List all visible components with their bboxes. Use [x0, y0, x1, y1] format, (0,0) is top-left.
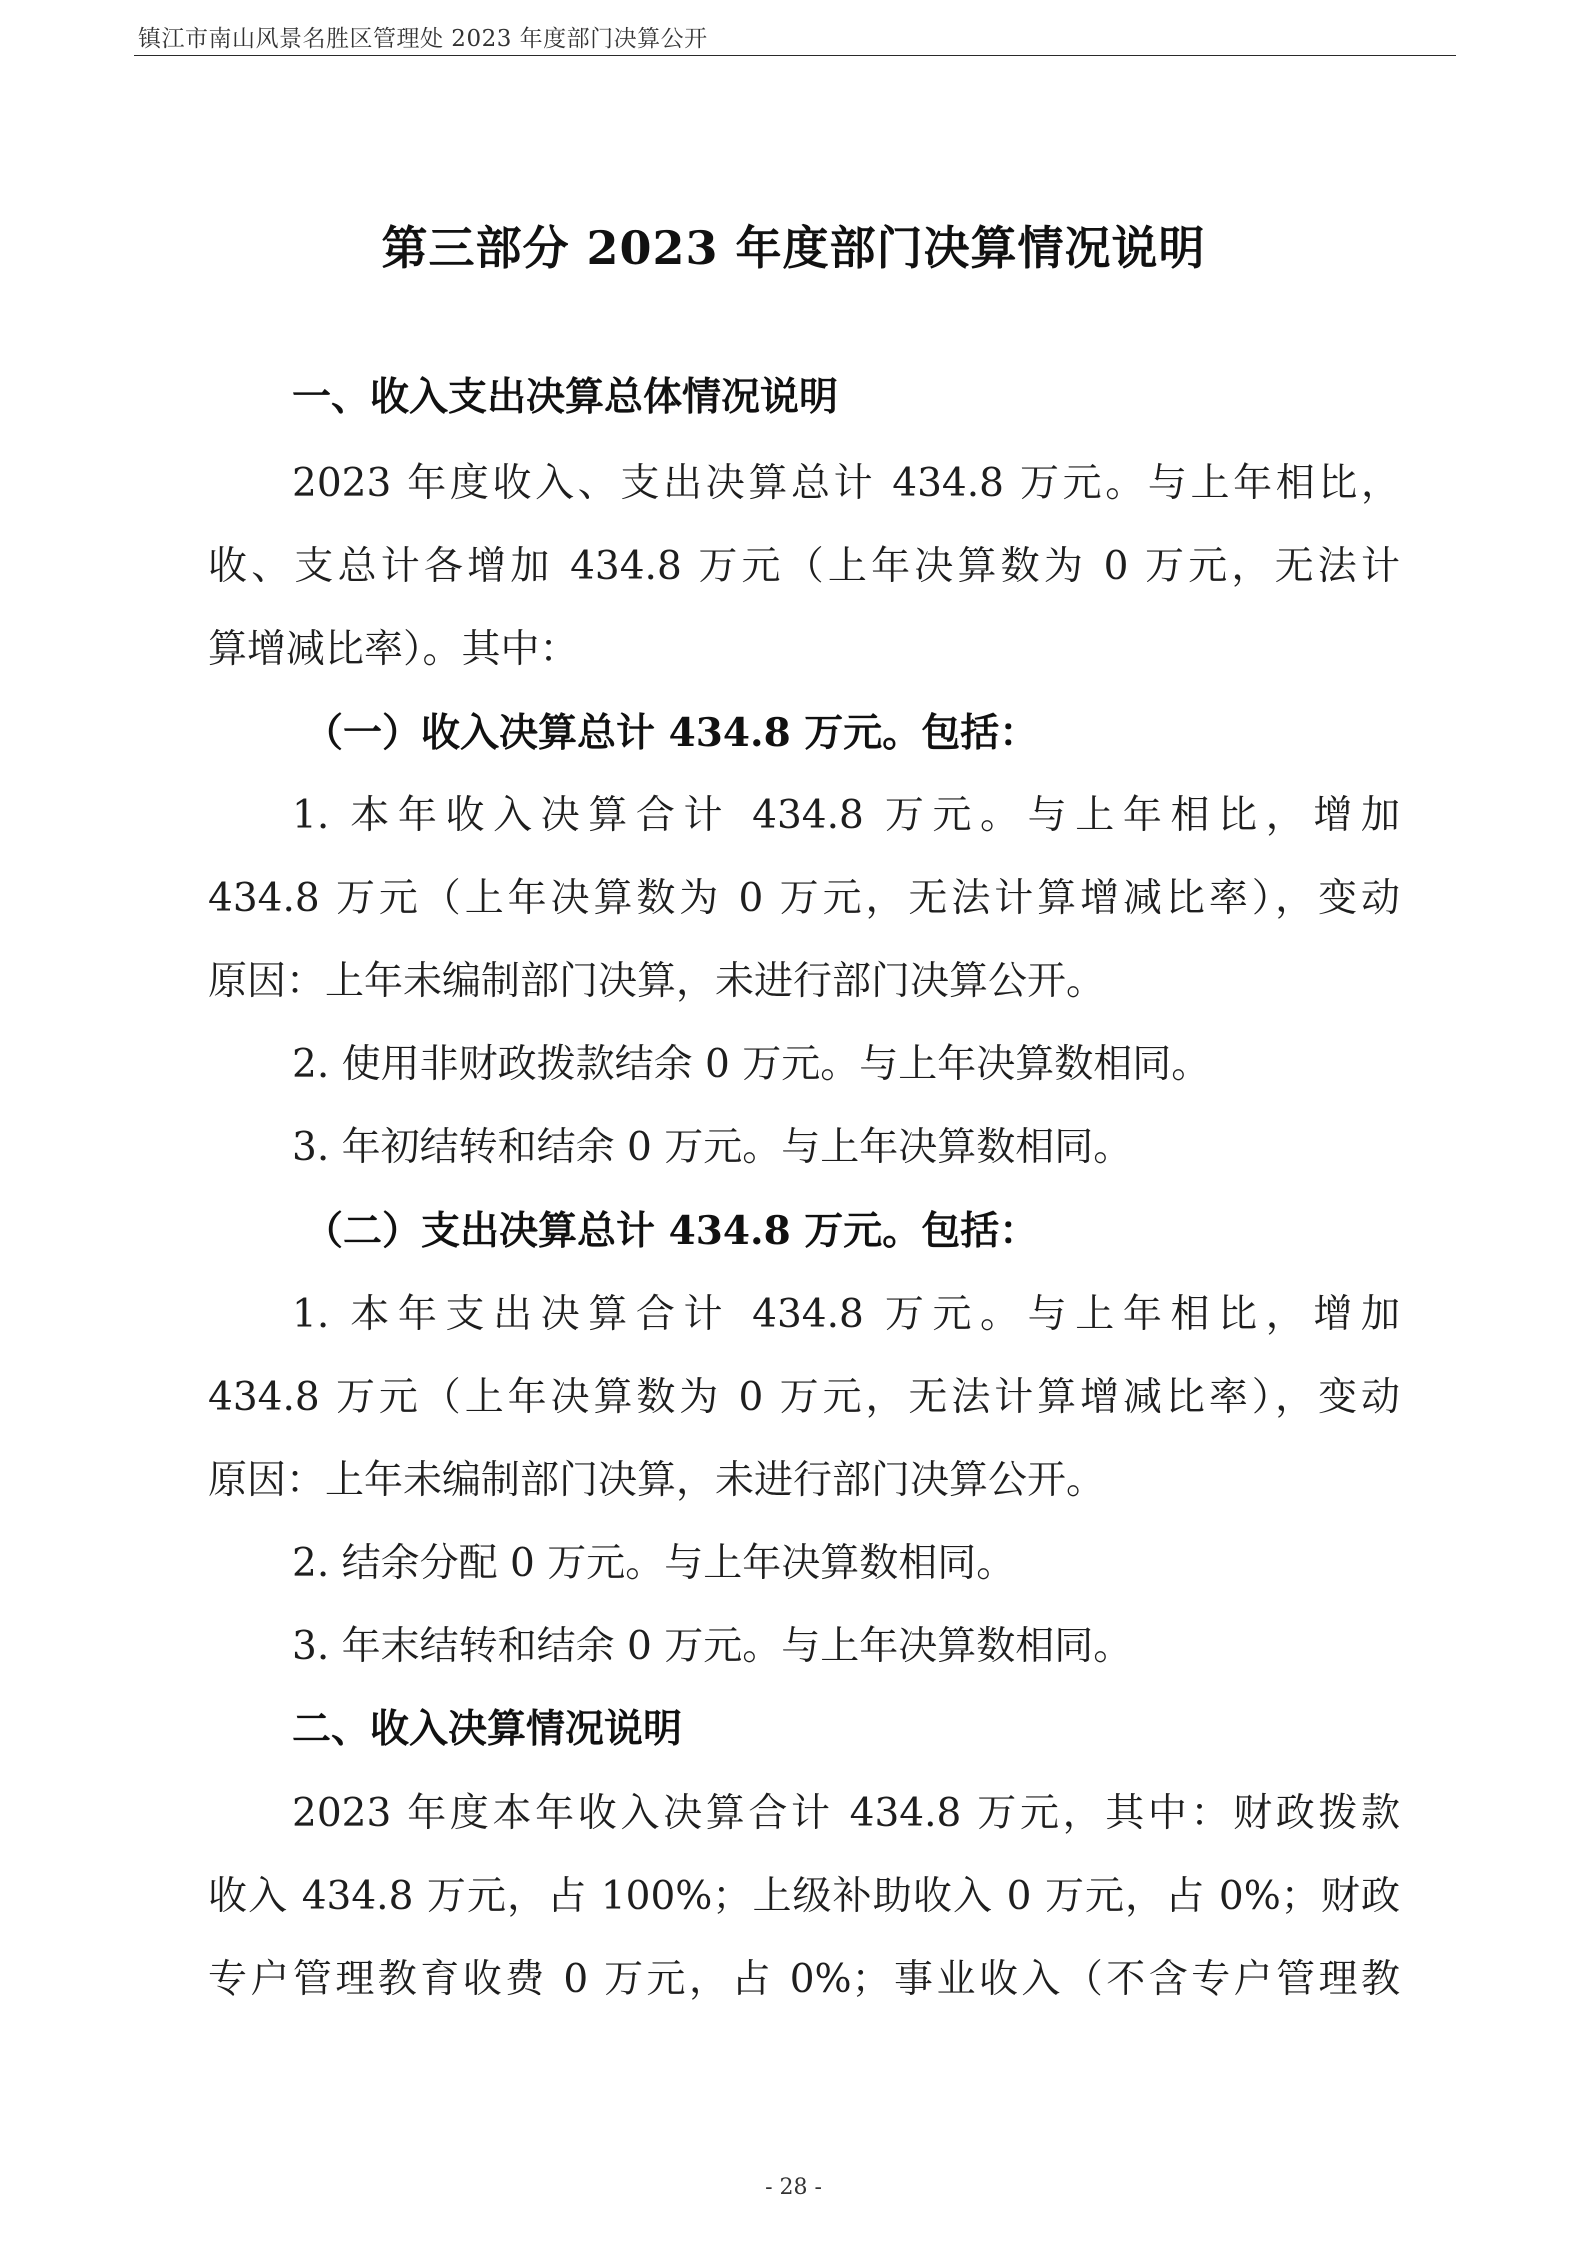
list-item: 2. 使用非财政拨款结余 0 万元。与上年决算数相同。	[292, 1042, 1211, 1087]
paragraph-line: 专户管理教育收费 0 万元，占 0%；事业收入（不含专户管理教	[208, 1957, 1400, 2002]
header-divider	[134, 55, 1456, 56]
page-number: - 28 -	[765, 2175, 822, 2200]
list-item: 2. 结余分配 0 万元。与上年决算数相同。	[292, 1541, 1016, 1586]
list-item-line: 434.8 万元（上年决算数为 0 万元，无法计算增减比率），变动	[208, 1375, 1400, 1420]
list-item-line: 原因：上年未编制部门决算，未进行部门决算公开。	[208, 1458, 1106, 1503]
paragraph-line: 2023 年度本年收入决算合计 434.8 万元，其中：财政拨款	[292, 1791, 1400, 1836]
list-item: 3. 年初结转和结余 0 万元。与上年决算数相同。	[292, 1125, 1133, 1170]
paragraph-line: 算增减比率）。其中：	[208, 627, 579, 672]
paragraph-line: 收入 434.8 万元，占 100%；上级补助收入 0 万元，占 0%；财政	[208, 1874, 1400, 1919]
paragraph-line: 收、支总计各增加 434.8 万元（上年决算数为 0 万元，无法计	[208, 544, 1400, 589]
list-item-line: 1. 本年支出决算合计 434.8 万元。与上年相比，增加	[292, 1292, 1400, 1337]
section-heading-2: 二、收入决算情况说明	[292, 1706, 683, 1752]
list-item-line: 原因：上年未编制部门决算，未进行部门决算公开。	[208, 959, 1106, 1004]
paragraph-line: 2023 年度收入、支出决算总计 434.8 万元。与上年相比，	[292, 461, 1400, 506]
list-item-line: 1. 本年收入决算合计 434.8 万元。与上年相比，增加	[292, 793, 1400, 838]
running-header: 镇江市南山风景名胜区管理处 2023 年度部门决算公开	[138, 26, 708, 52]
section-heading-1: 一、收入支出决算总体情况说明	[292, 374, 839, 420]
subsection-heading-expenditure: （二）支出决算总计 434.8 万元。包括：	[304, 1208, 1039, 1254]
list-item-line: 434.8 万元（上年决算数为 0 万元，无法计算增减比率），变动	[208, 876, 1400, 921]
subsection-heading-income: （一）收入决算总计 434.8 万元。包括：	[304, 710, 1039, 756]
page-title: 第三部分 2023 年度部门决算情况说明	[381, 221, 1206, 275]
list-item: 3. 年末结转和结余 0 万元。与上年决算数相同。	[292, 1624, 1133, 1669]
